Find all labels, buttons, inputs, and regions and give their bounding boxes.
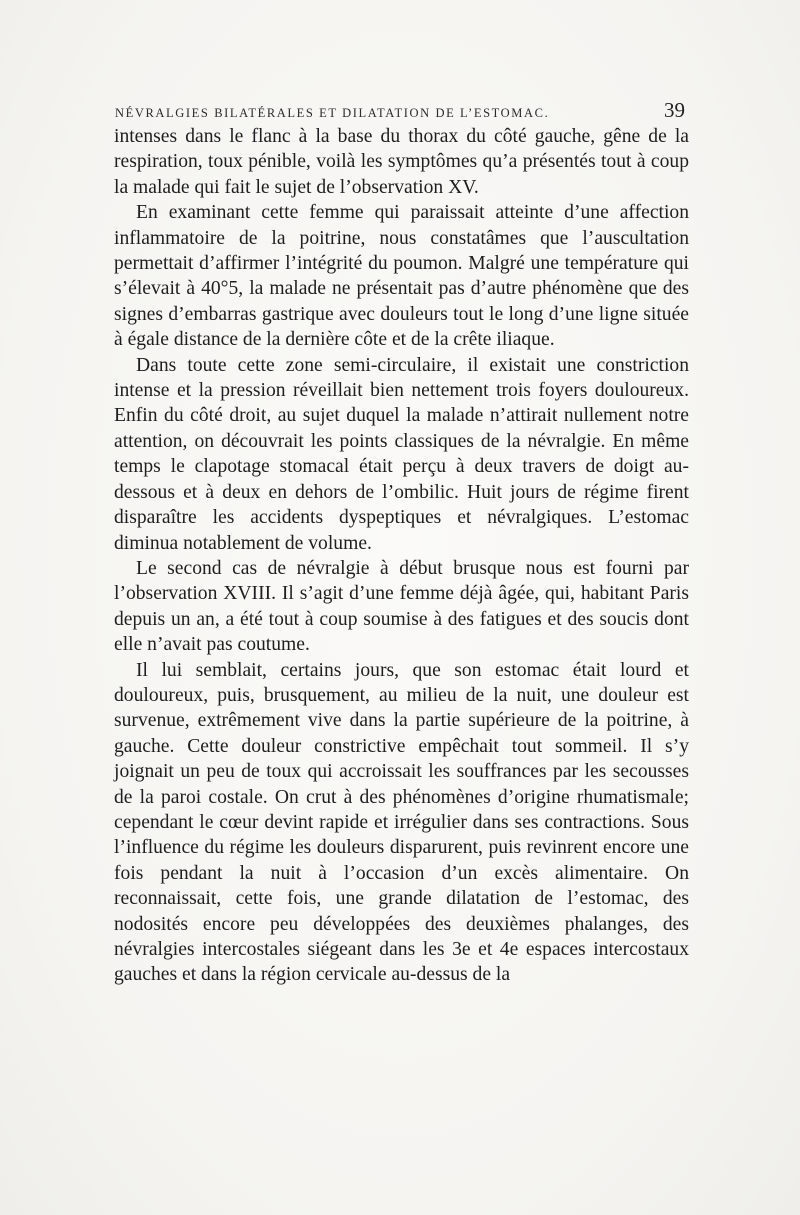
paragraph: Le second cas de névralgie à début brusque nous est fourni par l’observation XVIII. Il s’agit d’une femme déjà âgée, qui, habitant Paris depuis un an, a été tout à coup soumise à des fatigues et des soucis dont elle n’avait pas coutume. [114, 557, 689, 656]
page-number: 39 [664, 98, 685, 122]
paragraph: Dans toute cette zone semi-circulaire, il existait une constriction intense et la pression réveillait bien nettement trois foyers douloureux. Enfin du côté droit, au sujet duquel la malade n’attirait nullement notre attention, on découvrait les points classiques de la névralgie. En même temps le clapotage stomacal était perçu à deux travers de doigt au-dessous et à deux en dehors de l’ombilic. Huit jours de régime firent disparaître les accidents dyspeptiques et névralgiques. L’estomac diminua notablement de volume. [114, 354, 689, 554]
paragraph: Il lui semblait, certains jours, que son estomac était lourd et douloureux, puis, brusquement, au milieu de la nuit, une douleur est survenue, extrêmement vive dans la partie supérieure de la poitrine, à gauche. Cette douleur constrictive empêchait tout sommeil. Il s’y joignait un peu de toux qui accroissait les souffrances par les secousses de la paroi costale. On crut à des phénomènes d’origine rhumatismale; cependant le cœur devint rapide et irrégulier dans ses contractions. Sous l’influence du régime les douleurs disparurent, puis revinrent encore une fois pendant la nuit à l’occasion d’un excès alimentaire. On reconnaissait, cette fois, une grande dilatation de l’estomac, des nodosités encore peu développées des deuxièmes phalanges, des névralgies intercostales siégeant dans les 3e et 4e espaces intercostaux gauches et dans la région cervicale au-dessus de la [114, 659, 689, 986]
body-text [114, 124, 689, 988]
running-head [115, 98, 685, 122]
running-title: NÉVRALGIES BILATÉRALES ET DILATATION DE L’ESTOMAC. [115, 106, 550, 120]
paragraph: En examinant cette femme qui paraissait atteinte d’une affection inflammatoire de la poitrine, nous constatâmes que l’auscultation permettait d’affirmer l’intégrité du poumon. Malgré une température qui s’élevait à 40°5, la malade ne présentait pas d’autre phénomène que des signes d’embarras gastrique avec douleurs tout le long d’une ligne située à égale distance de la dernière côte et de la crête iliaque. [114, 202, 689, 351]
paragraph-continuation: intenses dans le flanc à la base du thorax du côté gauche, gêne de la respiration, toux pénible, voilà les symptômes qu’a présentés tout à coup la malade qui fait le sujet de l’observation XV. [114, 126, 689, 198]
